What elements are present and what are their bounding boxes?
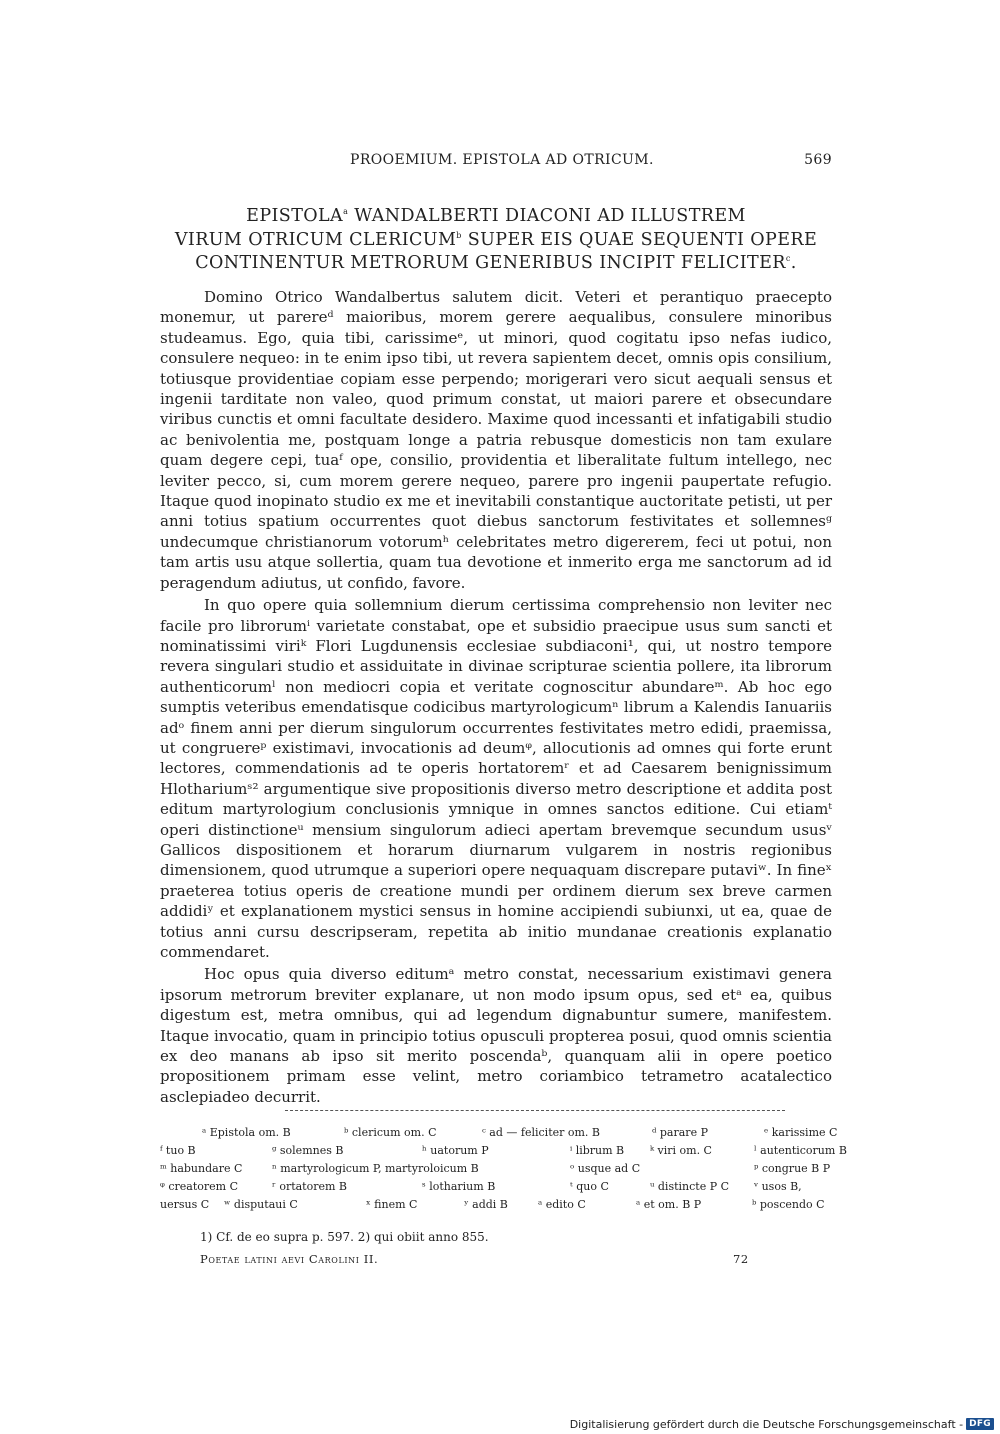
epistle-body <box>160 287 832 1109</box>
apparatus-note: ⁱ librum B <box>570 1144 625 1157</box>
apparatus-note: ˣ finem C <box>366 1198 418 1211</box>
apparatus-note: ᵛ usos B, <box>754 1180 802 1193</box>
paragraph: Domino Otrico Wandalbertus salutem dicit. Veteri et perantiquo praecepto monemur, ut parereᵈ maioribus, morem gerere aequalibus, consulere minoribus studeamus. Ego, quia tibi, carissimeᵉ, ut minori, quod cogitatu ipso nefas iudico, consulere nequeo: in te enim ipso tibi, ut revera sapientem decet, omnis opis consilium, totiusque providentiae copiam esse perpendo; morigerari vero sicut aequali sensus et ingenii tarditate non valeo, quod primum constat, ut maiori parere et obsecundare viribus cunctis et omni facultate desidero. Maxime quod incessanti et infatigabili studio ac benivolentia me, postquam longe a patria rebusque domesticis non tam exulare quam degere cepi, tuaᶠ ope, consilio, providentia et liberalitate fultum intellego, nec leviter pecco, si, cum morem gerere nequeo, parere pro ingenii paupertate refugio. Itaque quod inopinato studio ex me et inevitabili constantique auctoritate petisti, ut per anni totius spatium occurrentes quot diebus sanctorum festivitates et sollemnesᵍ undecumque christianorum votorumʰ celebritates metro digererem, feci ut potui, non tam artis usu atque sollertia, quam tua devotione et inmerito erga me sanctorum ad id peragendum adiutus, ut confido, favore. <box>160 288 832 592</box>
apparatus-note: ʸ addi B <box>464 1198 508 1211</box>
signature-number: 72 <box>733 1252 749 1266</box>
epistle-title <box>160 205 832 276</box>
apparatus-note: ᵘ distincte P C <box>650 1180 730 1193</box>
paragraph: Hoc opus quia diverso editumᵃ metro constat, necessarium existimavi genera ipsorum metrorum breviter explanare, ut non modo ipsum opus, sed etᵃ ea, quibus digestum est, metra omnibus, qui ad legendum dignabuntur sumere, manifestem. Itaque invocatio, quam in principio totius opusculi propterea posui, quod omnis scientia ex deo manans ab ipso sit merito poscendaᵇ, quanquam alii in opere poetico propositionem primam esse velint, metro coriambico tetrametro acatalectico asclepiadeo decurrit. <box>160 965 832 1106</box>
apparatus-note: ʰ uatorum P <box>422 1144 489 1157</box>
footnotes <box>200 1226 760 1270</box>
apparatus-row <box>160 1124 838 1142</box>
apparatus-note: ᵗ quo C <box>570 1180 609 1193</box>
apparatus-row <box>160 1160 832 1178</box>
footnote: 1) Cf. de eo supra p. 597. 2) qui obiit anno 855. <box>200 1230 489 1244</box>
apparatus-note: ᵏ viri om. C <box>650 1144 712 1157</box>
apparatus-note: ᵃ edito C <box>538 1198 586 1211</box>
notes-divider <box>285 1110 785 1111</box>
page-number: 569 <box>804 152 832 168</box>
apparatus-note: ᵇ clericum om. C <box>344 1126 437 1139</box>
apparatus-note: ᵒ usque ad C <box>570 1162 641 1175</box>
critical-apparatus <box>160 1124 847 1214</box>
apparatus-note: ᵉ karissime C <box>764 1126 838 1139</box>
digitization-credit <box>570 1417 994 1431</box>
apparatus-note: ᵖ congrue B P <box>754 1162 831 1175</box>
title-line: EPISTOLA$^a$ WANDALBERTI DIACONI AD ILLUSTREM <box>246 206 746 226</box>
apparatus-note: ᵃ Epistola om. B <box>202 1126 291 1139</box>
apparatus-note: ᵈ parare P <box>652 1126 708 1139</box>
apparatus-note: ⁿ martyrologicum P, martyroloicum B <box>272 1162 479 1175</box>
apparatus-note: ᶜ ad — feliciter om. B <box>482 1126 601 1139</box>
title-line: CONTINENTUR METRORUM GENERIBUS INCIPIT FELICITER$^c$. <box>195 253 797 273</box>
apparatus-note: ʳ ortatorem B <box>272 1180 347 1193</box>
apparatus-note: ᶠ tuo B <box>160 1144 196 1157</box>
apparatus-note: ˡ autenticorum B <box>754 1144 847 1157</box>
paragraph: In quo opere quia sollemnium dierum certissima comprehensio non leviter nec facile pro librorumⁱ varietate constabat, ope et subsidio praecipue usus sum sancti et nominatissimi viriᵏ Flori Lugdunensis ecclesiae subdiaconi¹, qui, ut nostro tempore revera singulari studio et assiduitate in divinae scripturae scientia pollere, ita librorum authenticorumˡ non mediocri copia et veritate cognoscitur abundareᵐ. Ab hoc ego sumptis veteribus emendatisque codicibus martyrologicumⁿ librum a Kalendis Ianuariis adᵒ finem anni per dierum singulorum occurrentes festivitates metro edidi, praemissa, ut congruereᵖ existimavi, invocationis ad deumᵠ, allocutionis ad omnes qui forte erunt lectores, commendationis ad te operis hortatoremʳ et ad Caesarem benignissimum Hlothariumˢ² argumentique sive propositionis diverso metro descriptione et addita post editum martyrologium conclusionis ymnique in omnes sanctos editione. Cui etiamᵗ operi distinctioneᵘ mensium singulorum adieci apertam brevemque secundum ususᵛ Gallicos dispositionem et horarum diurnarum vulgarem in nostris regionibus dimensionem, quod utrumque a superiori opere nequaquam discrepare putaviʷ. In fineˣ praeterea totius operis de creatione mundi per ordinem dierum sex breve carmen addidiʸ et explanationem mystici sensus in homine accipiendi subiunxi, ut ea, quae de totius anni cursu descripseram, repetita ab initio mundanae creationis explanatio commendaret. <box>160 596 832 961</box>
apparatus-note: ʷ disputaui C <box>224 1198 298 1211</box>
signature-title: Poetae latini aevi Carolini II. <box>200 1252 379 1266</box>
credit-text: Digitalisierung gefördert durch die Deutsche Forschungsgemeinschaft - <box>569 1417 964 1431</box>
apparatus-row <box>160 1178 832 1196</box>
apparatus-note: uersus C <box>160 1198 210 1211</box>
running-head-title: PROOEMIUM. EPISTOLA AD OTRICUM. <box>350 152 654 168</box>
apparatus-note: ˢ lotharium B <box>422 1180 496 1193</box>
title-line: VIRUM OTRICUM CLERICUM$^b$ SUPER EIS QUAE SEQUENTI OPERE <box>174 229 818 250</box>
apparatus-note: ᵃ et om. B P <box>636 1198 702 1211</box>
dfg-logo: DFG <box>966 1418 994 1430</box>
apparatus-row <box>160 1142 847 1160</box>
apparatus-note: ᵇ poscendo C <box>752 1198 825 1211</box>
signature-line <box>200 1248 760 1270</box>
running-head <box>160 152 832 174</box>
apparatus-row <box>160 1196 832 1214</box>
apparatus-note: ᵍ solemnes B <box>272 1144 344 1157</box>
apparatus-note: ᵐ habundare C <box>160 1162 243 1175</box>
apparatus-note: ᵠ creatorem C <box>160 1180 238 1193</box>
